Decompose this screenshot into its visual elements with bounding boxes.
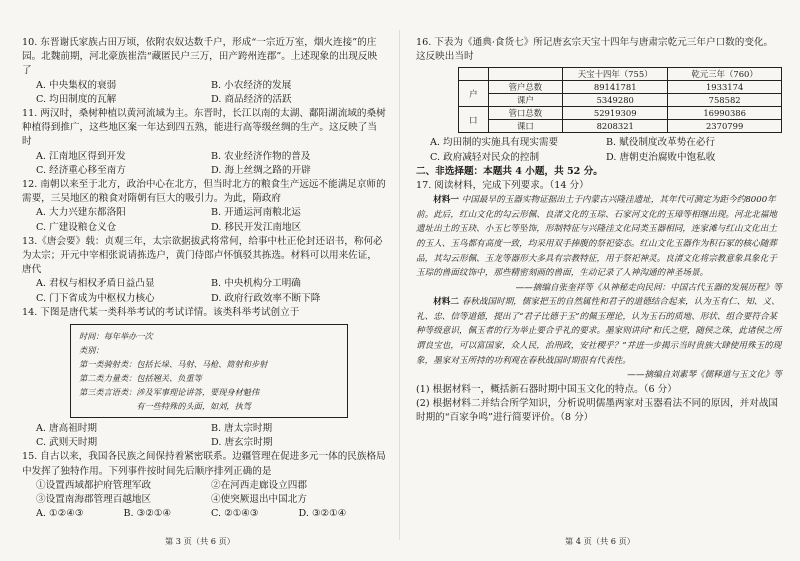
table-cell: 89141781 — [563, 81, 668, 94]
options — [22, 150, 386, 178]
question-stem: 15. 自古以来，我国各民族之间保持着紧密联系。边疆管理在促进多元一体的民族格局中发挥了独特作用。下列事件按时间先后顺序排列正确的是 — [22, 451, 386, 477]
table-cell: 管口总数 — [488, 107, 563, 120]
option-c: C. 均田制度的瓦解 — [36, 93, 117, 105]
box-line: 第一类骑射类：包括长垛、马射、马枪、简射和步射 — [79, 359, 268, 370]
column-header: 乾元三年（760） — [668, 68, 782, 81]
material-citation: ——摘编自张奎祥等《从神秘走向民间：中国古代玉器的发展历程》等 — [515, 282, 782, 293]
page-number: 第 3 页（共 6 页） — [165, 536, 235, 546]
table-cell: 2370799 — [668, 120, 782, 133]
question-stem: 13.《唐会要》载：贞观三年，太宗欲据拔武将常何，给事中杜正伦封还诏书，称何必为太宗；开元中宰相张说请拣选户，黄门侍郎卢怀慎驳其拣选。材料可以用来佐证，唐代 — [22, 235, 383, 276]
question-11 — [22, 107, 386, 178]
option-d: D. 政府行政效率不断下降 — [211, 292, 321, 304]
table-corner — [488, 68, 563, 81]
option-c: C. 广建设粮仓义仓 — [36, 221, 117, 233]
table-cell: 课户 — [488, 94, 563, 107]
population-table — [458, 67, 782, 133]
option-b: B. ③②①④ — [123, 508, 172, 520]
option-b: B. 唐太宗时期 — [211, 423, 273, 435]
table-cell: 课口 — [488, 120, 563, 133]
option-a: A. ①②④③ — [36, 508, 84, 520]
option-a: A. 江南地区得到开发 — [36, 150, 126, 162]
options — [22, 277, 386, 305]
right-page — [400, 0, 800, 561]
option-c: C. 武则天时期 — [36, 437, 98, 449]
option-d: D. 唐玄宗时期 — [211, 437, 273, 449]
question-stem: 10. 东晋谢氏家族占田万顷，依附农奴达数千户，形成“一宗近万室，烟火连接”的庄园。北魏前期，河北豪族崔浩“藏匿民户三万，田产跨州连郡”。上述现象的出现反映了 — [22, 37, 378, 77]
material-two — [416, 295, 782, 368]
column-header: 天宝十四年（755） — [563, 68, 668, 81]
page-number: 第 4 页（共 6 页） — [565, 536, 635, 546]
table-cell: 管户总数 — [488, 81, 563, 94]
question-stem: 16. 下表为《通典·食货七》所记唐玄宗天宝十四年与唐肃宗乾元三年户口数的变化。这反映出当时 — [416, 37, 774, 63]
option-b: B. 农业经济作物的普及 — [211, 150, 311, 162]
requirement-1: (1) 根据材料一，概括新石器时期中国玉文化的特点。（6 分） — [416, 383, 677, 395]
table-cell: 758582 — [668, 94, 782, 107]
group-label: 户 — [459, 81, 489, 107]
table-row — [459, 81, 782, 94]
table-row — [459, 94, 782, 107]
box-line: 第二类力量类：包括翘关、负重等 — [79, 373, 202, 384]
option-b: B. 开通运河南粮北运 — [211, 207, 301, 219]
option-d: D. 唐朝吏治腐败中饱私收 — [606, 151, 716, 163]
exam-detail-box — [70, 324, 348, 418]
option-c: C. 经济重心移至南方 — [36, 164, 126, 176]
event-item: ①设置西域都护府管理军政 — [36, 479, 152, 491]
material-citation: ——摘编自刘素琴《儒释道与玉文化》等 — [627, 370, 782, 381]
box-line: 有一些特殊的头面，如刘，执驾 — [79, 401, 251, 412]
material-label: 材料二 — [433, 297, 459, 308]
option-b: B. 小农经济的发展 — [211, 79, 292, 91]
table-corner — [459, 68, 489, 81]
box-line: 第三类言语类：涉及军事理论讲答，要现身材魁伟 — [79, 387, 260, 398]
material-one — [416, 193, 782, 281]
question-stem: 12. 南朝以来至于北方，政治中心在北方，但当时北方的粮食生产远远不能满足京师的需要，三吴地区的粮食对隋朝有巨大的吸引力。为此，隋政府 — [22, 179, 386, 205]
option-c: C. ②①④③ — [211, 508, 259, 520]
question-13 — [22, 235, 386, 306]
options — [22, 79, 386, 107]
event-item: ③设置南海郡管理百越地区 — [36, 494, 152, 506]
question-17 — [416, 179, 782, 425]
question-stem: 14. 下图是唐代某一类科举考试的考试详情。该类科举考试创立于 — [22, 306, 300, 318]
option-a: A. 大力兴建东都洛阳 — [36, 207, 126, 219]
question-16 — [416, 36, 782, 165]
table-row — [459, 120, 782, 133]
option-a: A. 君权与相权矛盾日益凸显 — [36, 278, 155, 290]
table-cell: 5349280 — [563, 94, 668, 107]
option-a: A. 唐高祖时期 — [36, 423, 97, 435]
question-stem: 17. 阅读材料，完成下列要求。（14 分） — [416, 180, 589, 192]
options — [22, 206, 386, 234]
options — [22, 422, 386, 450]
question-15 — [22, 450, 386, 521]
event-item: ④使突厥退出中国北方 — [211, 494, 307, 506]
table-cell: 52919309 — [563, 107, 668, 120]
question-14 — [22, 306, 386, 451]
option-d: D. 海上丝绸之路的开辟 — [211, 164, 311, 176]
table-header-row — [459, 68, 782, 81]
option-d: D. 移民开发江南地区 — [211, 221, 302, 233]
box-line: 类别： — [79, 345, 104, 356]
options — [22, 507, 386, 521]
group-label: 口 — [459, 107, 489, 133]
section-heading: 二、非选择题：本题共 4 小题，共 52 分。 — [416, 165, 603, 177]
material-label: 材料一 — [433, 195, 459, 206]
option-a: A. 均田制的实施具有现实需要 — [430, 137, 559, 149]
requirement-2: (2) 根据材料二并结合所学知识，分析说明儒墨两家对玉器看法不同的原因，并对战国时期的“百家争鸣”进行简要评价。（8 分） — [416, 397, 779, 423]
event-items — [22, 479, 386, 507]
options — [416, 136, 782, 164]
question-12 — [22, 178, 386, 235]
option-b: B. 赋役制度改革势在必行 — [606, 137, 716, 149]
material-text: 中国最早的玉器实物证据出土于内蒙古兴隆洼遗址，其年代可测定为距今约8000年前。此后，红山文化的勾云形佩、良渚文化的玉琮、石家河文化的玉璋等相继出现。河北北福地遗址出土的玉玦、小玉匕等坠饰，形制特征与兴隆洼文化同类玉器相同，连家滩与红山文化出土的玉人、玉鸟都有高度一致，均采用双手捧腹的祭祀姿态。红山文化玉器作为积石冢的核心随葬品，其勾云形佩、玉龙等器形大多具有宗教特征，用于祭祀神灵。良渚文化将宗教意象具象化于玉琮的兽面纹饰中，那些精密刻画的兽面，生动记录了人神沟通的神圣场景。 — [416, 195, 777, 279]
question-stem: 11. 两汉时，桑树种植以黄河流域为主。东晋时，长江以南的太湖、鄱阳湖流域的桑树种植得到推广，这些地区案一年达到四五熟，能进行高等级丝绸的生产。这反映了当时 — [22, 108, 386, 148]
event-item: ②在河西走廊设立四郡 — [211, 479, 307, 491]
question-10 — [22, 36, 386, 107]
option-a: A. 中央集权的衰弱 — [36, 79, 117, 91]
option-d: D. ③②①④ — [298, 508, 347, 520]
table-row — [459, 107, 782, 120]
option-d: D. 商品经济的活跃 — [211, 93, 292, 105]
box-line: 时间：每年举办一次 — [79, 331, 153, 342]
option-c: C. 门下省成为中枢权力核心 — [36, 292, 155, 304]
table-cell: 16990386 — [668, 107, 782, 120]
material-text: 春秋战国时期，儒家把玉的自然属性和君子的道德结合起来，认为玉有仁、知、义、礼、忠、信等道德，提出了“君子比德于玉”的佩玉理论，认为玉石的质地、形状、组合要符合某种等级意识，佩玉者的行为举止要合乎礼的要求。墨家则讲问“和氏之壁，随侯之珠，此诸侯之所谓良宝也，可以富国家，众人民，治刑政，安社稷乎？”并进一步揭示当时贵族大肆使用殊玉的现象，墨家对玉所持的功利观在春秋战国时期很有代表性。 — [416, 297, 782, 366]
option-b: B. 中央机构分工明确 — [211, 278, 301, 290]
table-cell: 8208321 — [563, 120, 668, 133]
option-c: C. 政府减轻对民众的控制 — [430, 151, 540, 163]
table-cell: 1933174 — [668, 81, 782, 94]
